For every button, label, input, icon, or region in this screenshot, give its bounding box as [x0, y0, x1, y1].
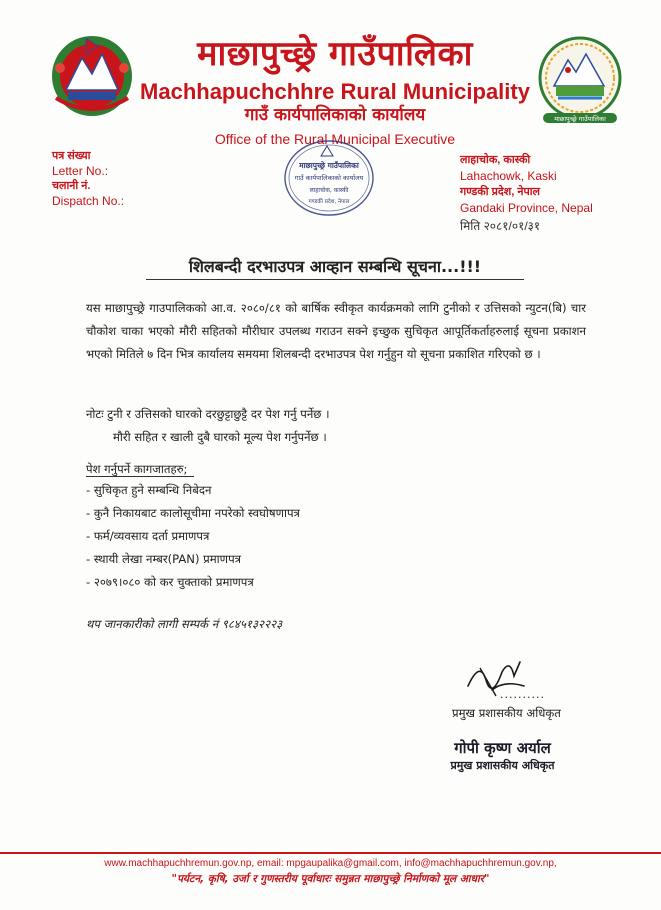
province-en: Gandaki Province, Nepal [460, 201, 593, 215]
signature-dots: .......... [500, 688, 545, 701]
list-item: - स्थायी लेखा नम्बर(PAN) प्रमाणपत्र [86, 552, 242, 566]
nepal-emblem-icon [46, 28, 138, 120]
signatory-name-stamp [440, 738, 565, 778]
contact-line: थप जानकारीको लागी सम्पर्क नं ९८४५१३२२२३ [86, 617, 283, 631]
logo-caption: माछापुच्छ्रे गाउँपालिका [554, 115, 606, 123]
stamp-line3: लाहाचोक, कास्की [309, 187, 349, 194]
dispatch-no-label-ne: चलानी नं. [52, 180, 91, 192]
note-line-1: नोटः टुनी र उत्तिसको घारको दरछुट्टाछुट्टै दर पेश गर्नु पर्नेछ । [86, 407, 330, 421]
note-line-2: मौरी सहित र खाली दुबै घारको मूल्य पेश गर्नुपर्नेछ । [113, 430, 327, 444]
notice-title-underline [146, 279, 524, 280]
letter-meta-left [52, 149, 124, 209]
address-en: Lahachowk, Kaski [460, 169, 557, 183]
signatory-name: गोपी कृष्ण अर्याल [454, 739, 551, 757]
letter-meta-right [460, 152, 593, 234]
list-item: - सुचिकृत हुने सम्बन्धि निबेदन [86, 483, 212, 497]
stamp-line2: गाउँ कार्यपालिकाको कार्यालय [294, 174, 364, 182]
office-stamp [283, 138, 375, 218]
address-ne: लाहाचोक, कास्की [460, 154, 531, 166]
notice-title: शिलबन्दी दरभाउपत्र आव्हान सम्बन्धि सूचना...!!! [188, 257, 482, 276]
notice-body-paragraph: यस माछापुच्छ्रे गाउपालिकको आ.व. २०८०/८१ को बार्षिक स्वीकृत कार्यक्रमको लागि टुनीको र उत्तिसको न्युटन(बि) चार चौकोश चाका भएको मौरी सहितको मौरीघार उपलब्ध गराउन सक्ने इच्छुक सुचिकृत आपूर्तिकर्ताहरुलाई सूचना प्रकाशन भएको मितिले ७ दिन भित्र कार्यालय समयमा शिलबन्दी दरभाउपत्र पेश गर्नुहुन यो सूचना प्रकाशित गरिएको छ । [86, 301, 586, 361]
office-title-nepali: गाउँ कार्यपालिकाको कार्यालय [244, 105, 426, 125]
notice-note [86, 403, 329, 449]
stamp-line4: गण्डकी प्रदेश, नेपाल [308, 199, 350, 205]
footer-divider [0, 852, 661, 854]
letter-no-label-en: Letter No.: [52, 164, 109, 178]
docs-heading-underline [86, 476, 194, 477]
footer-contacts: www.machhapuchhremun.gov.np, email: mpgaupalika@gmail.com, info@machhapuchhremun.gov.np, [104, 858, 557, 869]
signatory-role: प्रमुख प्रशासकीय अधिकृत [450, 759, 555, 772]
office-title-english: Office of the Rural Municipal Executive [214, 131, 456, 147]
letter-date: मिति २०८१/०१/३१ [460, 219, 541, 233]
dispatch-no-label-en: Dispatch No.: [52, 194, 125, 208]
docs-heading: पेश गर्नुपर्ने कागजातहरु; [86, 462, 188, 476]
list-item: - २०७९।०८० को कर चुक्ताको प्रमाणपत्र [86, 575, 254, 589]
province-ne: गण्डकी प्रदेश, नेपाल [460, 186, 541, 198]
municipality-logo-icon [536, 34, 624, 130]
stamp-line1: माछापुच्छ्रे गाउँपालिका [299, 161, 359, 170]
municipality-title-nepali: माछापुच्छ्रे गाउँपालिका [197, 34, 473, 74]
footer-motto: "पर्यटन, कृषि, उर्जा र गुणस्तरीय पूर्वाधारः समुन्नत माछापुच्छ्रे निर्माणको मूल आधार" [171, 873, 490, 885]
letter-no-label-ne: पत्र संख्या [52, 150, 91, 162]
signatory-title: प्रमुख प्रशासकीय अधिकृत [452, 706, 561, 720]
docs-list [86, 479, 300, 594]
list-item: - कुनै निकायबाट कालोसूचीमा नपरेको स्वघोषणापत्र [86, 506, 300, 520]
municipality-title-english: Machhapuchchhre Rural Municipality [140, 79, 530, 104]
list-item: - फर्म/व्यवसाय दर्ता प्रमाणपत्र [86, 529, 210, 543]
